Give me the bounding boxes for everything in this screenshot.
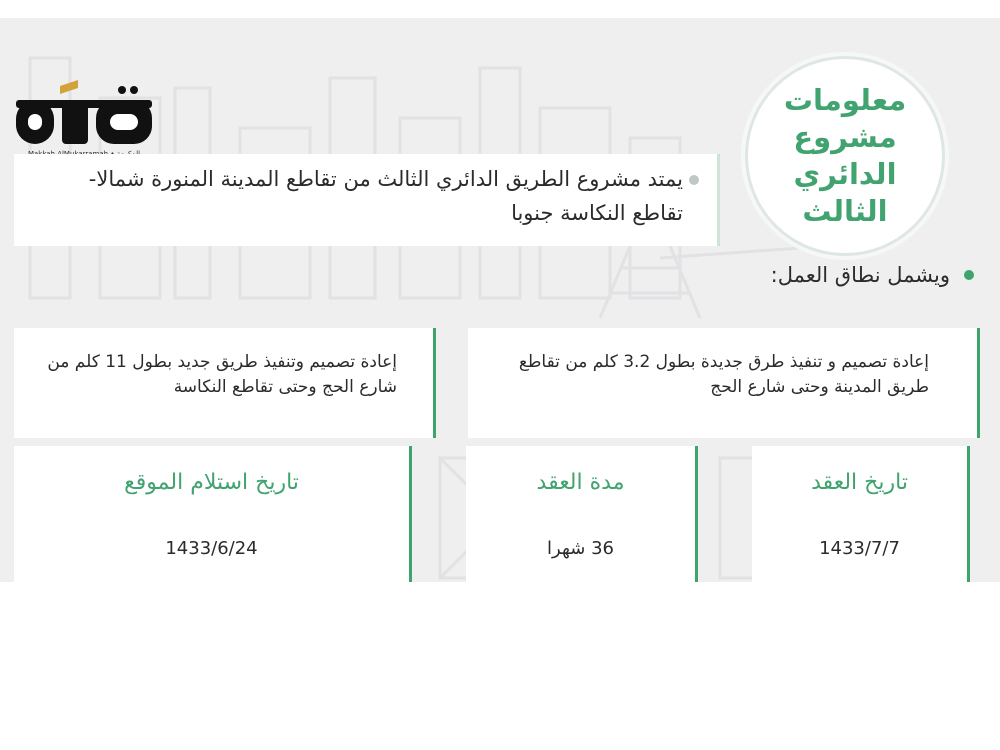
green-bullet-icon	[964, 270, 974, 280]
title-circle	[745, 56, 945, 256]
stat-label: تاريخ استلام الموقع	[124, 470, 299, 495]
scope-item-text: إعادة تصميم وتنفيذ طريق جديد بطول 11 كلم من شارع الحج وحتى تقاطع النكاسة	[47, 352, 397, 397]
stat-card-contract-date	[752, 446, 970, 582]
stat-card-site-handover-date	[14, 446, 412, 582]
scope-heading-row	[620, 258, 980, 292]
stat-value: 1433/7/7	[819, 538, 900, 559]
scope-card-2	[14, 328, 436, 438]
stat-label: مدة العقد	[536, 470, 625, 495]
intro-text: يمتد مشروع الطريق الدائري الثالث من تقاطع المدينة المنورة شمالا- تقاطع النكاسة جنوبا	[88, 167, 683, 225]
stat-card-contract-duration	[466, 446, 698, 582]
intro-box	[14, 154, 720, 246]
intro-text-block	[32, 162, 699, 230]
makkah-logo-mark	[12, 80, 156, 148]
stat-value: 1433/6/24	[165, 538, 258, 559]
page-title: معلومات مشروع الدائري الثالث	[783, 83, 907, 228]
stat-label: تاريخ العقد	[811, 470, 908, 495]
stat-value: 36 شهرا	[547, 538, 614, 559]
infographic	[0, 18, 1000, 582]
scope-item-text: إعادة تصميم و تنفيذ طرق جديدة بطول 3.2 كلم من تقاطع طريق المدينة وحتى شارع الحج	[518, 352, 929, 397]
bullet-icon	[689, 175, 699, 185]
scope-heading: ويشمل نطاق العمل:	[770, 263, 950, 287]
scope-card-1	[468, 328, 980, 438]
